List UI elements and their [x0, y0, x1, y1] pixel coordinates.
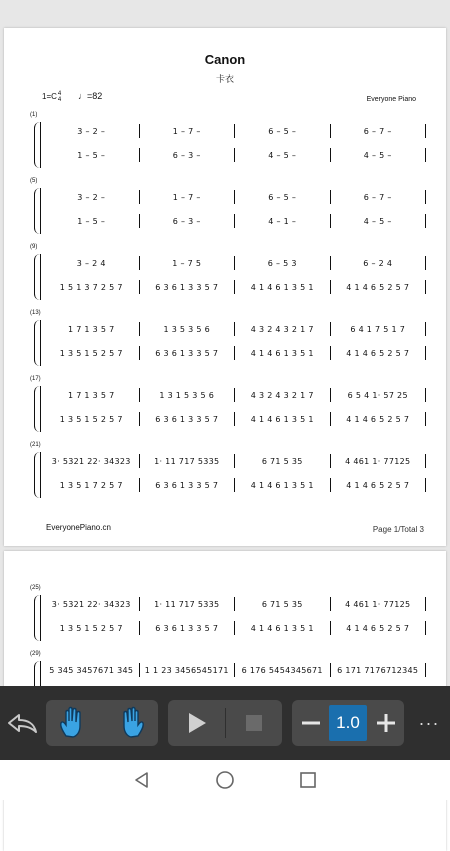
- treble-row: [44, 597, 426, 611]
- speed-increase-button[interactable]: [367, 700, 404, 746]
- measure: 1 7 1 3 5 7: [44, 388, 140, 402]
- system-number: (9): [30, 244, 38, 250]
- measure: 6 71 5 35: [235, 454, 331, 468]
- system-number: (21): [30, 442, 41, 448]
- nav-recents-button[interactable]: [293, 765, 323, 795]
- measure: 4 461 1· 77125: [331, 454, 427, 468]
- sheet-composer: 卡衣: [215, 74, 234, 84]
- treble-row: [44, 454, 426, 468]
- playback-controls: [168, 700, 282, 746]
- playback-divider: [225, 708, 226, 738]
- measure: 4 461 1· 77125: [331, 597, 427, 611]
- treble-row: [44, 322, 426, 336]
- system-start-line: [40, 595, 41, 641]
- measure: 6 3 6 1 3 3 5 7: [140, 478, 236, 492]
- bass-row: [44, 214, 426, 228]
- measure: 6 – 5 –: [235, 124, 331, 138]
- system-nav-bar: [0, 760, 450, 800]
- back-button[interactable]: [2, 700, 42, 746]
- measure: 6 – 7 –: [331, 124, 427, 138]
- hand-selector: [46, 700, 158, 746]
- measure: 4 1 4 6 1 3 5 1: [235, 346, 331, 360]
- music-system: [30, 442, 430, 498]
- treble-row: [44, 190, 426, 204]
- treble-row: [44, 388, 426, 402]
- bass-row: [44, 148, 426, 162]
- speed-value: 1.0: [329, 705, 367, 741]
- bass-row: [44, 621, 426, 635]
- measure: 4 1 4 6 1 3 5 1: [235, 621, 331, 635]
- measure: 6 – 5 3: [235, 256, 331, 270]
- right-hand-button[interactable]: [102, 700, 158, 746]
- measure: 4 1 4 6 1 3 5 1: [235, 478, 331, 492]
- measure: 6 – 3 –: [140, 148, 236, 162]
- measure: 1 3 5 3 5 6: [140, 322, 236, 336]
- system-number: (13): [30, 310, 41, 316]
- measure: 1 – 5 –: [44, 148, 140, 162]
- measure: 6 – 3 –: [140, 214, 236, 228]
- measure: 3· 5321 22· 34323: [44, 597, 140, 611]
- measure: 3· 5321 22· 34323: [44, 454, 140, 468]
- left-hand-icon: [57, 706, 91, 740]
- measure: 6 – 7 –: [331, 190, 427, 204]
- measure: 6 5 4 1· 57 25: [331, 388, 427, 402]
- measure: 3 – 2 –: [44, 190, 140, 204]
- system-number: (29): [30, 651, 41, 657]
- music-system: [30, 178, 430, 234]
- triangle-back-icon: [132, 770, 152, 790]
- measure: 1· 11 717 5335: [140, 597, 236, 611]
- measure: 6 3 6 1 3 3 5 7: [140, 621, 236, 635]
- measure: 4 – 5 –: [235, 148, 331, 162]
- measure: 1 3 5 1 5 2 5 7: [44, 621, 140, 635]
- measure: 3 – 2 4: [44, 256, 140, 270]
- music-system: [30, 585, 430, 641]
- bass-row: [44, 346, 426, 360]
- measure: 4 1 4 6 5 2 5 7: [331, 621, 427, 635]
- speed-control: [292, 700, 404, 746]
- measure: 4 3 2 4 3 2 1 7: [235, 322, 331, 336]
- measure: 6 71 5 35: [235, 597, 331, 611]
- system-start-line: [40, 452, 41, 498]
- time-bottom: 4: [57, 97, 62, 103]
- measure: 4 – 5 –: [331, 214, 427, 228]
- measure: 6 3 6 1 3 3 5 7: [140, 412, 236, 426]
- measure: 3 – 2 –: [44, 124, 140, 138]
- music-system: [30, 112, 430, 168]
- measure: 1 – 5 –: [44, 214, 140, 228]
- system-start-line: [40, 386, 41, 432]
- system-number: (5): [30, 178, 38, 184]
- quarter-note-icon: ♩: [78, 91, 87, 101]
- music-system: [30, 310, 430, 366]
- circle-home-icon: [215, 770, 235, 790]
- measure: 6 – 2 4: [331, 256, 427, 270]
- bass-row: [44, 280, 426, 294]
- left-hand-button[interactable]: [46, 700, 102, 746]
- treble-row: [44, 124, 426, 138]
- measure: 4 1 4 6 1 3 5 1: [235, 280, 331, 294]
- plus-icon: [376, 713, 396, 733]
- player-toolbar: [0, 686, 450, 760]
- publisher-label: Everyone Piano: [366, 96, 416, 103]
- measure: 1 1 23 3456545171: [140, 663, 236, 677]
- tempo-value: =82: [87, 91, 103, 101]
- system-number: (25): [30, 585, 41, 591]
- treble-row: [44, 256, 426, 270]
- right-hand-icon: [113, 706, 147, 740]
- play-icon: [186, 711, 208, 735]
- square-recents-icon: [298, 770, 318, 790]
- time-signature: [58, 91, 61, 103]
- bass-row: [44, 478, 426, 492]
- measure: 4 1 4 6 1 3 5 1: [235, 412, 331, 426]
- measure: 1· 11 717 5335: [140, 454, 236, 468]
- measure: 4 1 4 6 5 2 5 7: [331, 280, 427, 294]
- sheet-title: Canon: [204, 52, 246, 67]
- treble-row: [44, 663, 426, 677]
- speed-value-box: [329, 700, 367, 746]
- measure: 1 3 1 5 3 5 6: [140, 388, 236, 402]
- page-indicator: Page 1/Total 3: [372, 525, 424, 534]
- measure: 1 7 1 3 5 7: [44, 322, 140, 336]
- time-top: 4: [57, 91, 62, 97]
- measure: 1 – 7 –: [140, 124, 236, 138]
- back-arrow-icon: [5, 712, 39, 734]
- measure: 6 176 5454345671: [235, 663, 331, 677]
- measure: 6 171 7176712345: [331, 663, 427, 677]
- footer-site: EveryonePiano.cn: [46, 523, 111, 532]
- more-options-button[interactable]: ···: [418, 712, 440, 733]
- bass-row: [44, 412, 426, 426]
- measure: 1 – 7 –: [140, 190, 236, 204]
- system-start-line: [40, 188, 41, 234]
- nav-home-button[interactable]: [210, 765, 240, 795]
- system-start-line: [40, 320, 41, 366]
- system-number: (1): [30, 112, 38, 118]
- stop-icon: [244, 713, 264, 733]
- key-prefix: 1=C: [42, 92, 57, 102]
- system-start-line: [40, 254, 41, 300]
- minus-icon: [301, 713, 321, 733]
- measure: 1 3 5 1 5 2 5 7: [44, 412, 140, 426]
- measure: 5 345 3457671 345: [44, 663, 140, 677]
- tempo-marking: [78, 91, 102, 101]
- system-start-line: [40, 122, 41, 168]
- sheet-page-1: [4, 28, 446, 546]
- measure: 1 5 1 3 7 2 5 7: [44, 280, 140, 294]
- measure: 1 3 5 1 7 2 5 7: [44, 478, 140, 492]
- measure: 4 – 1 –: [235, 214, 331, 228]
- measure: 1 – 7 5: [140, 256, 236, 270]
- speed-decrease-button[interactable]: [292, 700, 329, 746]
- measure: 4 1 4 6 5 2 5 7: [331, 478, 427, 492]
- measure: 4 1 4 6 5 2 5 7: [331, 346, 427, 360]
- measure: 1 3 5 1 5 2 5 7: [44, 346, 140, 360]
- system-number: (17): [30, 376, 41, 382]
- measure: 6 4 1 7 5 1 7: [331, 322, 427, 336]
- measure: 6 3 6 1 3 3 5 7: [140, 346, 236, 360]
- measure: 4 1 4 6 5 2 5 7: [331, 412, 427, 426]
- measure: 6 – 5 –: [235, 190, 331, 204]
- music-system: [30, 376, 430, 432]
- nav-back-button[interactable]: [127, 765, 157, 795]
- measure: 4 – 5 –: [331, 148, 427, 162]
- key-signature: [42, 91, 62, 103]
- play-button[interactable]: [168, 700, 225, 746]
- measure: 4 3 2 4 3 2 1 7: [235, 388, 331, 402]
- measure: 6 3 6 1 3 3 5 7: [140, 280, 236, 294]
- music-system: [30, 244, 430, 300]
- stop-button[interactable]: [225, 700, 282, 746]
